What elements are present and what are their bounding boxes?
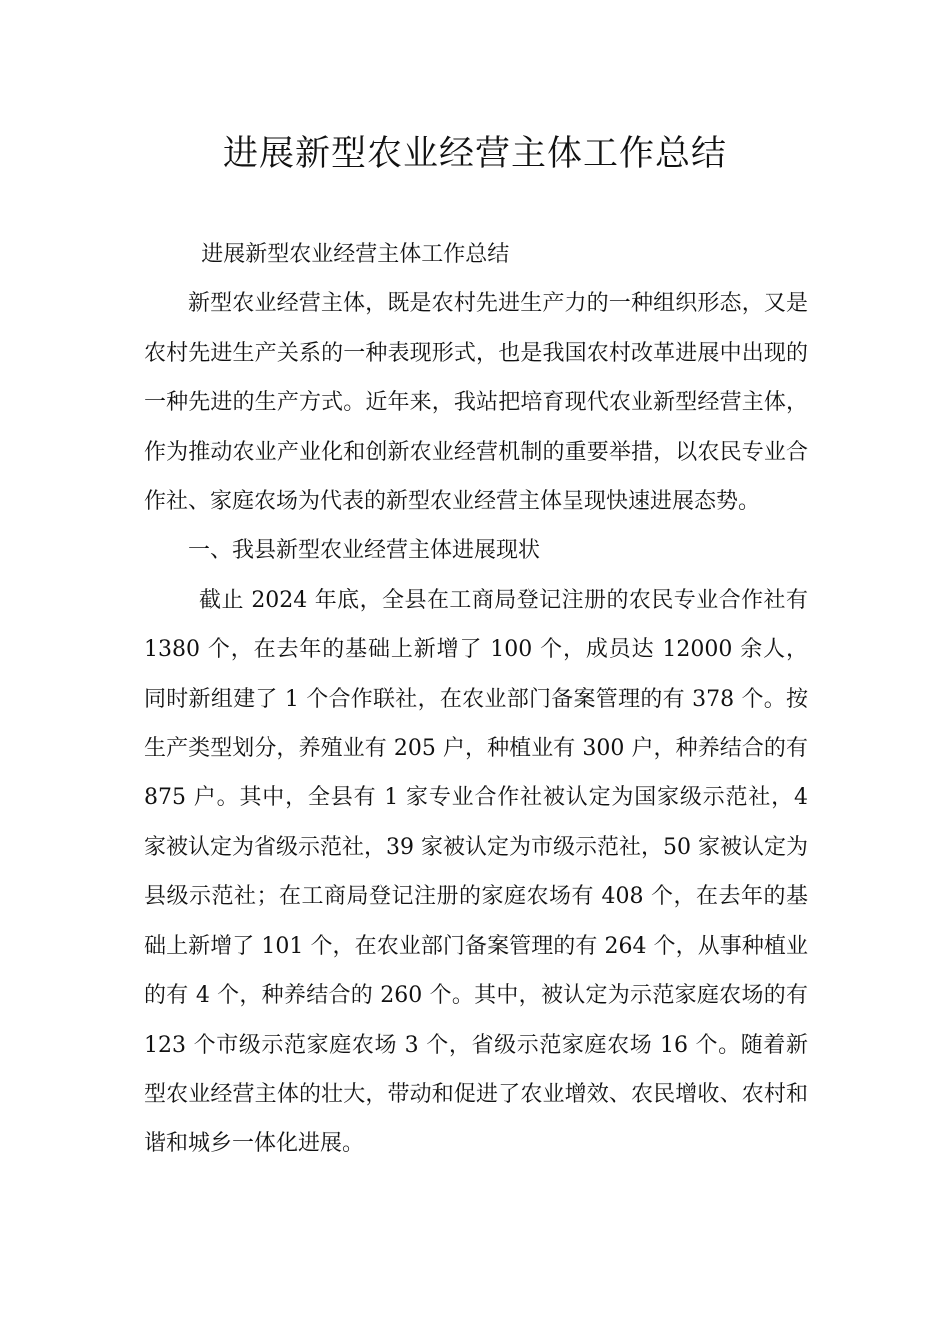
document-body [144, 230, 808, 1169]
section-body-paragraph: 截止 2024 年底，全县在工商局登记注册的农民专业合作社有 1380 个，在去年的基础上新增了 100 个，成员达 12000 余人，同时新组建了 1 个合作联社，在农业部门备案管理的有 378 个。按生产类型划分，养殖业有 205 户，种植业有 300 户，种养结合的有 875 户。其中，全县有 1 家专业合作社被认定为国家级示范社，4 家被认定为省级示范社，39 家被认定为市级示范社，50 家被认定为县级示范社；在工商局登记注册的家庭农场有 408 个，在去年的基础上新增了 101 个，在农业部门备案管理的有 264 个，从事种植业的有 4 个，种养结合的 260 个。其中，被认定为示范家庭农场的有 123 个市级示范家庭农场 3 个，省级示范家庭农场 16 个。随着新型农业经营主体的壮大，带动和促进了农业增效、农民增收、农村和谐和城乡一体化进展。 [144, 587, 808, 1157]
section-heading: 一、我县新型农业经营主体进展现状 [188, 538, 541, 564]
intro-paragraph: 新型农业经营主体，既是农村先进生产力的一种组织形态，又是农村先进生产关系的一种表现形式，也是我国农村改革进展中出现的一种先进的生产方式。近年来，我站把培育现代农业新型经营主体，作为推动农业产业化和创新农业经营机制的重要举措，以农民专业合作社、家庭农场为代表的新型农业经营主体呈现快速进展态势。 [144, 291, 808, 515]
document-subtitle: 进展新型农业经营主体工作总结 [201, 242, 510, 267]
document-title: 进展新型农业经营主体工作总结 [222, 134, 727, 174]
